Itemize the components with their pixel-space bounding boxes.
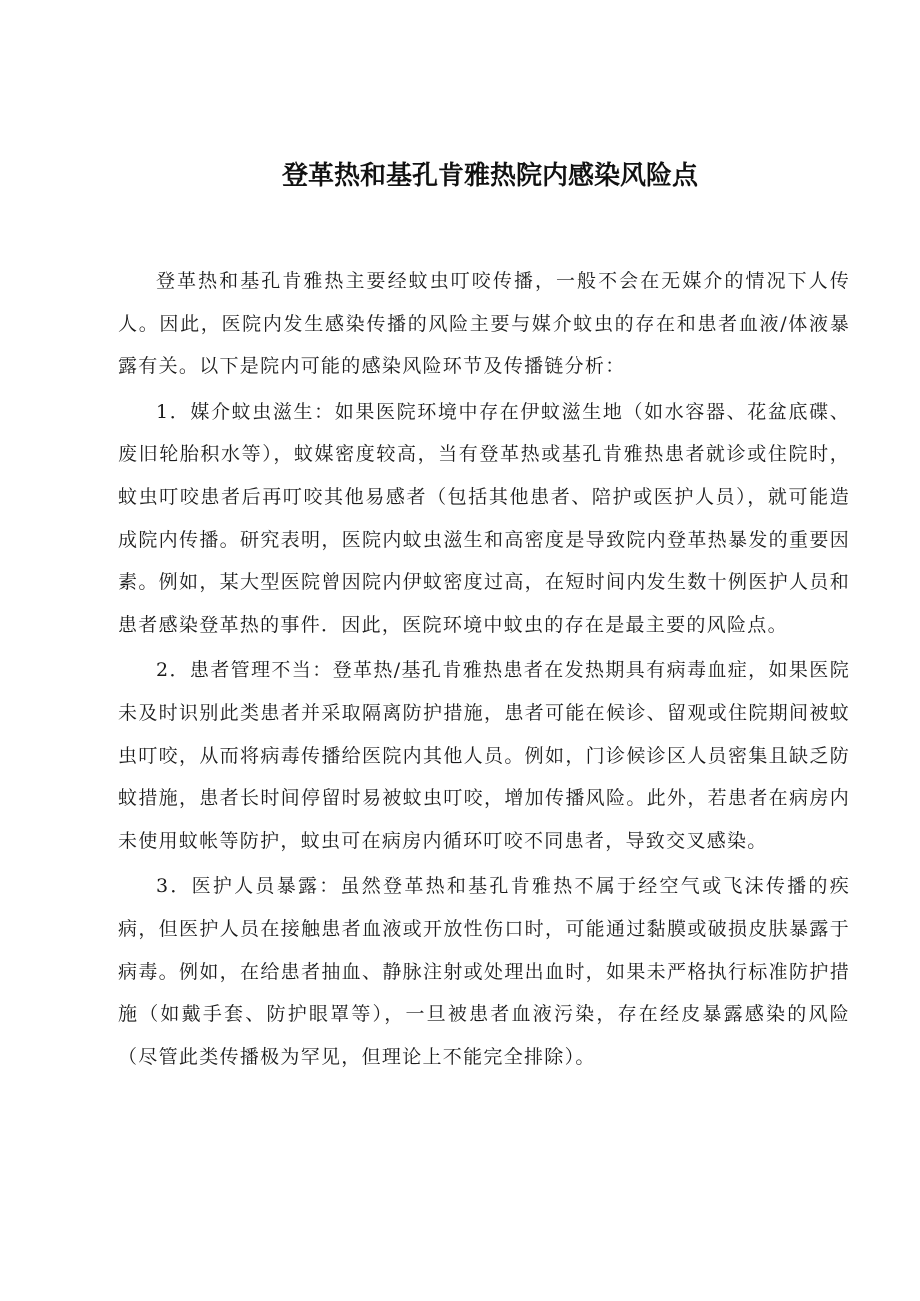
paragraph-mosquito-breeding: 1．媒介蚊虫滋生：如果医院环境中存在伊蚊滋生地（如水容器、花盆底碟、废旧轮胎积水等），蚊媒密度较高，当有登革热或基孔肯雅热患者就诊或住院时，蚊虫叮咬患者后再叮咬其他易感者（包括其他患者、陪护或医护人员），就可能造成院内传播。研究表明，医院内蚊虫滋生和高密度是导致院内登革热暴发的重要因素。例如，某大型医院曾因院内伊蚊密度过高，在短时间内发生数十例医护人员和患者感染登革热的事件．因此，医院环境中蚊虫的存在是最主要的风险点。 — [118, 400, 850, 636]
paragraph-staff-exposure: 3．医护人员暴露：虽然登革热和基孔肯雅热不属于经空气或飞沫传播的疾病，但医护人员在接触患者血液或开放性伤口时，可能通过黏膜或破损皮肤暴露于病毒。例如，在给患者抽血、静脉注射或处理出血时，如果未严格执行标准防护措施（如戴手套、防护眼罩等），一旦被患者血液污染，存在经皮暴露感染的风险（尽管此类传播极为罕见，但理论上不能完全排除）。 — [118, 875, 850, 1068]
document-title: 登革热和基孔肯雅热院内感染风险点 — [281, 161, 698, 191]
paragraph-intro: 登革热和基孔肯雅热主要经蚊虫叮咬传播，一般不会在无媒介的情况下人传人。因此，医院内发生感染传播的风险主要与媒介蚊虫的存在和患者血液/体液暴露有关。以下是院内可能的感染风险环节及传播链分析： — [118, 270, 850, 378]
paragraph-patient-management: 2．患者管理不当：登革热/基孔肯雅热患者在发热期具有病毒血症，如果医院未及时识别此类患者并采取隔离防护措施，患者可能在候诊、留观或住院期间被蚊虫叮咬，从而将病毒传播给医院内其他人员。例如，门诊候诊区人员密集且缺乏防蚊措施，患者长时间停留时易被蚊虫叮咬，增加传播风险。此外，若患者在病房内未使用蚊帐等防护，蚊虫可在病房内循环叮咬不同患者，导致交叉感染。 — [118, 659, 850, 852]
